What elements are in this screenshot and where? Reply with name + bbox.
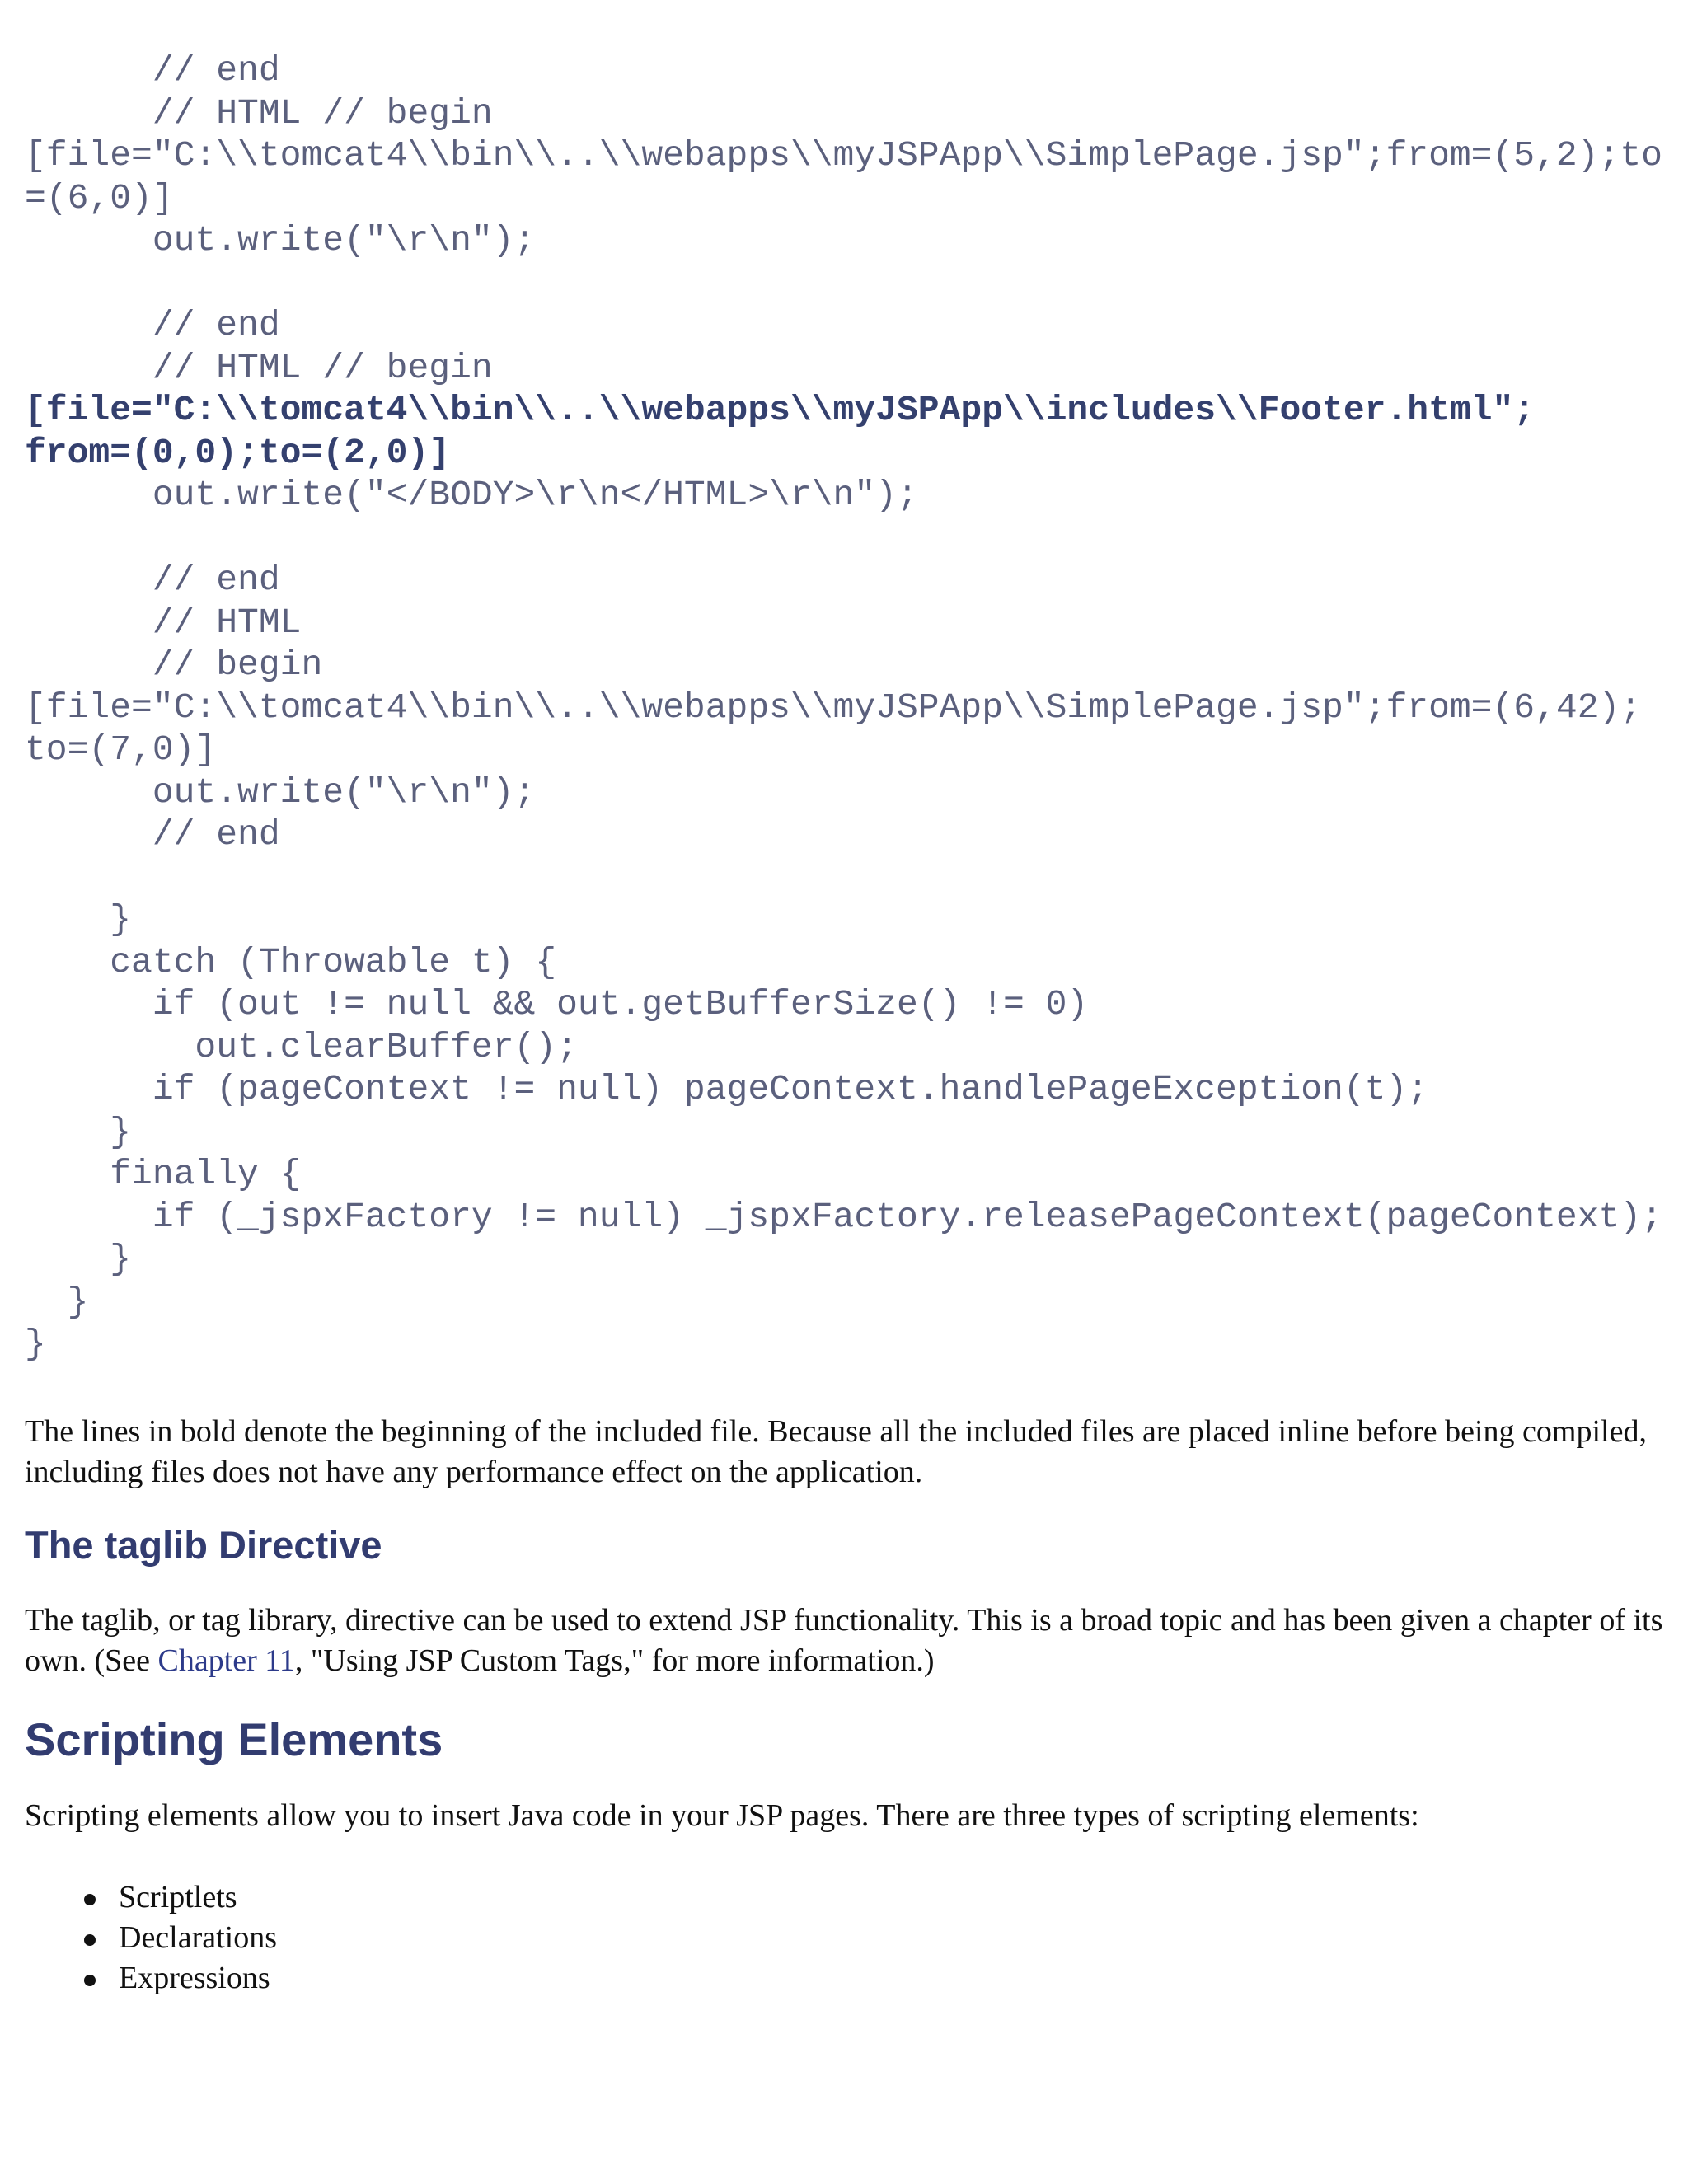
code-line: } [25, 1281, 89, 1322]
code-line: out.write("\r\n"); [25, 220, 536, 260]
code-line: // begin [25, 644, 323, 685]
bullet-icon [84, 1934, 96, 1946]
code-line: finally { [25, 1154, 302, 1194]
code-line: from=(0,0);to=(2,0)] [25, 432, 451, 473]
code-line: // end [25, 560, 280, 600]
code-line: if (pageContext != null) pageContext.handlePageException(t); [25, 1069, 1429, 1109]
code-line: out.write("</BODY>\r\n</HTML>\r\n"); [25, 475, 918, 515]
code-line: if (out != null && out.getBufferSize() != 0) [25, 984, 1089, 1024]
list-item-label: Scriptlets [119, 1879, 237, 1915]
heading-taglib-directive: The taglib Directive [25, 1522, 382, 1567]
code-line: // end [25, 305, 280, 345]
code-line: [file="C:\\tomcat4\\bin\\..\\webapps\\myJSPApp\\SimplePage.jsp";from=(5,2);to [25, 135, 1662, 176]
scripting-elements-list [25, 1877, 1665, 1999]
heading-scripting-elements: Scripting Elements [25, 1713, 443, 1765]
code-line: out.write("\r\n"); [25, 771, 536, 813]
list-item [25, 1918, 1665, 1958]
list-item [25, 1958, 1665, 1999]
list-item [25, 1877, 1665, 1918]
code-line: // HTML // begin [25, 92, 493, 134]
code-line: [file="C:\\tomcat4\\bin\\..\\webapps\\myJSPApp\\includes\\Footer.html"; [25, 390, 1536, 430]
code-line: } [25, 1111, 132, 1152]
code-line [25, 517, 1665, 560]
paragraph-included-files: The lines in bold denote the beginning of the included file. Because all the included files are placed inline before being compiled, including files does not have any performance effect on the application. [25, 1413, 1647, 1489]
paragraph-taglib-text-after: , "Using JSP Custom Tags," for more information.) [294, 1643, 935, 1678]
code-line: } [25, 1239, 132, 1279]
code-line: } [25, 899, 132, 940]
paragraph-taglib-text-before: The taglib, or tag library, directive can be used to extend JSP functionality. This is a broad topic and has been given a chapter of its own. (See [25, 1602, 1663, 1678]
code-line: // end [25, 814, 280, 855]
code-line: } [25, 1324, 46, 1364]
code-line: // end [25, 50, 280, 91]
code-line [25, 262, 1665, 305]
code-line: =(6,0)] [25, 177, 174, 218]
document-page [25, 49, 1665, 1999]
code-line: out.clearBuffer(); [25, 1026, 578, 1067]
paragraph-scripting: Scripting elements allow you to insert Java code in your JSP pages. There are three types of scripting elements: [25, 1797, 1419, 1833]
code-line: [file="C:\\tomcat4\\bin\\..\\webapps\\myJSPApp\\SimplePage.jsp";from=(6,42); [25, 687, 1642, 728]
bullet-icon [84, 1894, 96, 1905]
list-item-label: Expressions [119, 1960, 270, 1995]
code-line: // HTML // begin [25, 347, 493, 388]
code-line [25, 856, 1665, 899]
code-line: if (_jspxFactory != null) _jspxFactory.releasePageContext(pageContext); [25, 1196, 1662, 1237]
paragraph-taglib [25, 1601, 1665, 1681]
list-item-label: Declarations [119, 1919, 278, 1955]
chapter-11-link[interactable]: Chapter 11 [157, 1643, 295, 1678]
code-listing [25, 49, 1665, 1366]
code-line: catch (Throwable t) { [25, 941, 557, 982]
code-line: // HTML [25, 602, 302, 643]
bullet-icon [84, 1975, 96, 1986]
code-line: to=(7,0)] [25, 729, 217, 770]
